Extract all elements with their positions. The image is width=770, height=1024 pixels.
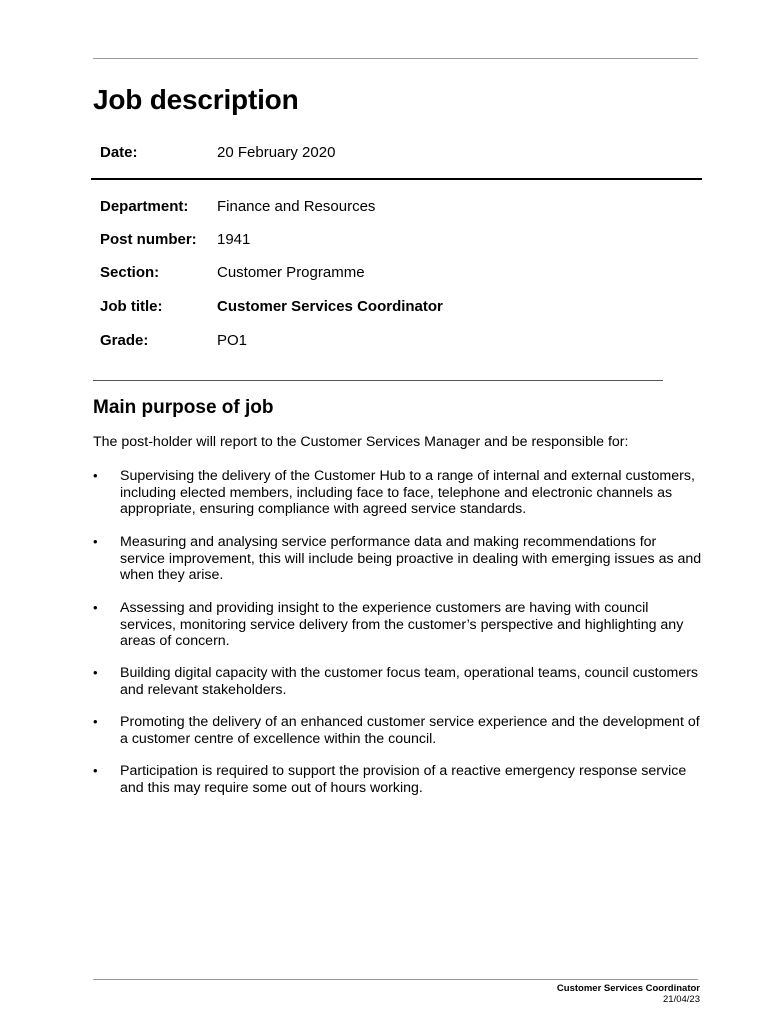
bullet-icon: •: [93, 600, 98, 615]
main-purpose-heading: Main purpose of job: [93, 397, 274, 418]
section-label: Section:: [100, 264, 160, 281]
duty-item: [93, 468, 703, 518]
duty-text: Participation is required to support the provision of a reactive emergency response service and this may require some out of hours working.: [120, 763, 687, 796]
grade-value: PO1: [217, 332, 248, 349]
duty-text: Building digital capacity with the customer focus team, operational teams, council customers and relevant stakeholders.: [120, 665, 699, 698]
date-value: 20 February 2020: [217, 144, 336, 161]
date-label: Date:: [100, 144, 138, 161]
duty-item: [93, 534, 703, 584]
duty-item: [93, 763, 703, 796]
duty-item: [93, 665, 703, 698]
header-divider: [91, 178, 702, 180]
details-divider: [93, 380, 663, 381]
post-number-label: Post number:: [100, 231, 197, 248]
duty-text: Promoting the delivery of an enhanced customer service experience and the development of a customer centre of excellence within the council.: [120, 714, 700, 747]
bullet-icon: •: [93, 665, 98, 680]
footer-date: 21/04/23: [663, 994, 700, 1005]
bullet-icon: •: [93, 468, 98, 483]
job-title-value: Customer Services Coordinator: [217, 298, 443, 315]
footer-divider: [93, 979, 698, 980]
page-title: Job description: [93, 84, 299, 115]
footer-title: Customer Services Coordinator: [556, 983, 700, 994]
department-label: Department:: [100, 198, 189, 215]
post-number-value: 1941: [217, 231, 251, 248]
department-value: Finance and Resources: [217, 198, 376, 215]
section-value: Customer Programme: [217, 264, 365, 281]
duty-text: Measuring and analysing service performance data and making recommendations for service improvement, this will include being proactive in dealing with emerging issues as and when they arise.: [120, 534, 702, 583]
duty-text: Supervising the delivery of the Customer Hub to a range of internal and external customers, including elected members, including face to face, telephone and electronic channels as appropriate, ensuring compliance with agreed service standards.: [120, 468, 695, 517]
job-title-label: Job title:: [100, 298, 163, 315]
top-divider: [93, 58, 698, 59]
grade-label: Grade:: [100, 332, 149, 349]
duty-item: [93, 600, 703, 650]
bullet-icon: •: [93, 763, 98, 778]
main-purpose-intro: The post-holder will report to the Customer Services Manager and be responsible for:: [93, 434, 629, 450]
duty-text: Assessing and providing insight to the experience customers are having with council services, monitoring service delivery from the customer’s perspective and highlighting any areas of concern.: [120, 600, 684, 649]
bullet-icon: •: [93, 714, 98, 729]
duty-item: [93, 714, 703, 747]
bullet-icon: •: [93, 534, 98, 549]
